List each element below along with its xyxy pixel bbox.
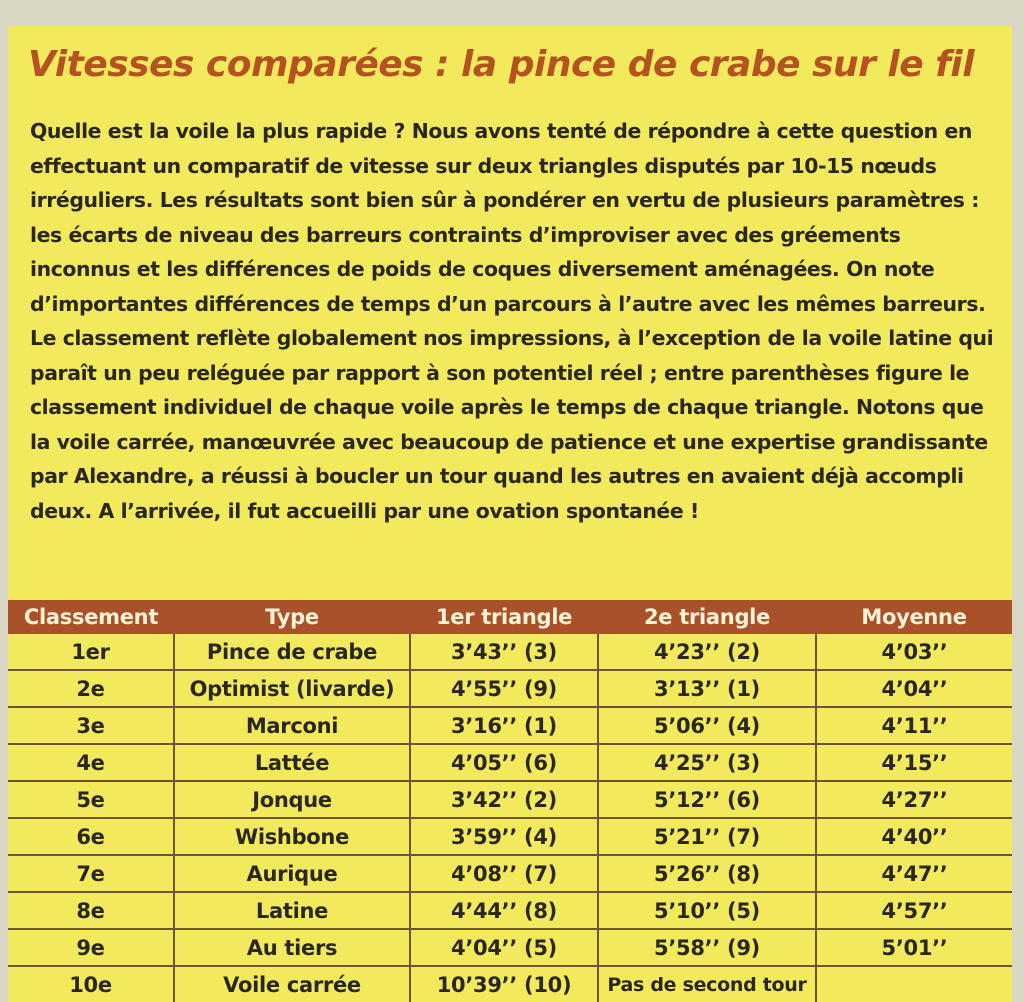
cell-type: Latine [174, 892, 410, 929]
header-type: Type [174, 600, 410, 634]
cell-average: 4’27’’ [816, 781, 1012, 818]
table-header-row [8, 600, 1012, 634]
cell-average: 4’57’’ [816, 892, 1012, 929]
article-title: Vitesses comparées : la pince de crabe sur le fil [28, 44, 975, 85]
cell-type: Marconi [174, 707, 410, 744]
cell-triangle-1: 4’08’’ (7) [410, 855, 598, 892]
cell-triangle-1: 3’43’’ (3) [410, 634, 598, 670]
cell-type: Optimist (livarde) [174, 670, 410, 707]
cell-rank: 7e [8, 855, 174, 892]
cell-triangle-2: Pas de second tour [598, 966, 816, 1002]
cell-rank: 3e [8, 707, 174, 744]
header-moyenne: Moyenne [816, 600, 1012, 634]
cell-triangle-2: 5’21’’ (7) [598, 818, 816, 855]
cell-rank: 2e [8, 670, 174, 707]
cell-average [816, 966, 1012, 1002]
cell-rank: 4e [8, 744, 174, 781]
cell-triangle-1: 4’55’’ (9) [410, 670, 598, 707]
article-intro: Quelle est la voile la plus rapide ? Nous avons tenté de répondre à cette question en effectuant un comparatif de vitesse sur deux triangles disputés par 10-15 nœuds irréguliers. Les résultats sont bien sûr à pondérer en vertu de plusieurs paramètres : les écarts de niveau des barreurs contraints d’improviser avec des gréements inconnus et les différences de poids de coques diversement aménagées. On note d’importantes différences de temps d’un parcours à l’autre avec les mêmes barreurs. Le classement reflète globalement nos impressions, à l’exception de la voile latine qui paraît un peu reléguée par rapport à son potentiel réel ; entre parenthèses figure le classement individuel de chaque voile après le temps de chaque triangle. Notons que la voile carrée, manœuvrée avec beaucoup de patience et une expertise grandissante par Alexandre, a réussi à boucler un tour quand les autres en avaient déjà accompli deux. A l’arrivée, il fut accueilli par une ovation spontanée ! [30, 119, 994, 523]
cell-triangle-1: 3’16’’ (1) [410, 707, 598, 744]
cell-triangle-1: 4’04’’ (5) [410, 929, 598, 966]
cell-triangle-1: 3’59’’ (4) [410, 818, 598, 855]
table-row [8, 929, 1012, 966]
header-triangle-1: 1er triangle [410, 600, 598, 634]
cell-triangle-2: 5’10’’ (5) [598, 892, 816, 929]
cell-type: Au tiers [174, 929, 410, 966]
cell-rank: 8e [8, 892, 174, 929]
cell-triangle-1: 4’44’’ (8) [410, 892, 598, 929]
cell-type: Voile carrée [174, 966, 410, 1002]
header-classement: Classement [8, 600, 174, 634]
cell-triangle-2: 5’12’’ (6) [598, 781, 816, 818]
cell-rank: 1er [8, 634, 174, 670]
cell-type: Lattée [174, 744, 410, 781]
cell-triangle-1: 4’05’’ (6) [410, 744, 598, 781]
cell-rank: 5e [8, 781, 174, 818]
table-row [8, 966, 1012, 1002]
cell-average: 4’15’’ [816, 744, 1012, 781]
cell-average: 4’03’’ [816, 634, 1012, 670]
cell-triangle-2: 5’26’’ (8) [598, 855, 816, 892]
cell-triangle-2: 4’25’’ (3) [598, 744, 816, 781]
cell-type: Wishbone [174, 818, 410, 855]
cell-triangle-2: 4’23’’ (2) [598, 634, 816, 670]
cell-average: 4’11’’ [816, 707, 1012, 744]
cell-type: Jonque [174, 781, 410, 818]
table-row [8, 818, 1012, 855]
cell-triangle-2: 5’58’’ (9) [598, 929, 816, 966]
table-row [8, 707, 1012, 744]
cell-average: 4’40’’ [816, 818, 1012, 855]
cell-triangle-2: 5’06’’ (4) [598, 707, 816, 744]
results-table-wrap [8, 600, 1012, 1002]
magazine-panel [8, 26, 1012, 1002]
table-row [8, 744, 1012, 781]
table-row [8, 781, 1012, 818]
cell-rank: 10e [69, 972, 112, 997]
cell-type: Aurique [174, 855, 410, 892]
header-triangle-2: 2e triangle [598, 600, 816, 634]
cell-triangle-1: 10’39’’ (10) [410, 966, 598, 1002]
table-row [8, 670, 1012, 707]
cell-rank: 9e [8, 929, 174, 966]
cell-triangle-2: 3’13’’ (1) [598, 670, 816, 707]
table-row [8, 634, 1012, 670]
cell-average: 4’04’’ [816, 670, 1012, 707]
results-table [8, 600, 1012, 1002]
cell-average: 5’01’’ [816, 929, 1012, 966]
cell-triangle-1: 3’42’’ (2) [410, 781, 598, 818]
cell-rank: 6e [8, 818, 174, 855]
table-row [8, 855, 1012, 892]
table-row [8, 892, 1012, 929]
cell-average: 4’47’’ [816, 855, 1012, 892]
cell-type: Pince de crabe [174, 634, 410, 670]
